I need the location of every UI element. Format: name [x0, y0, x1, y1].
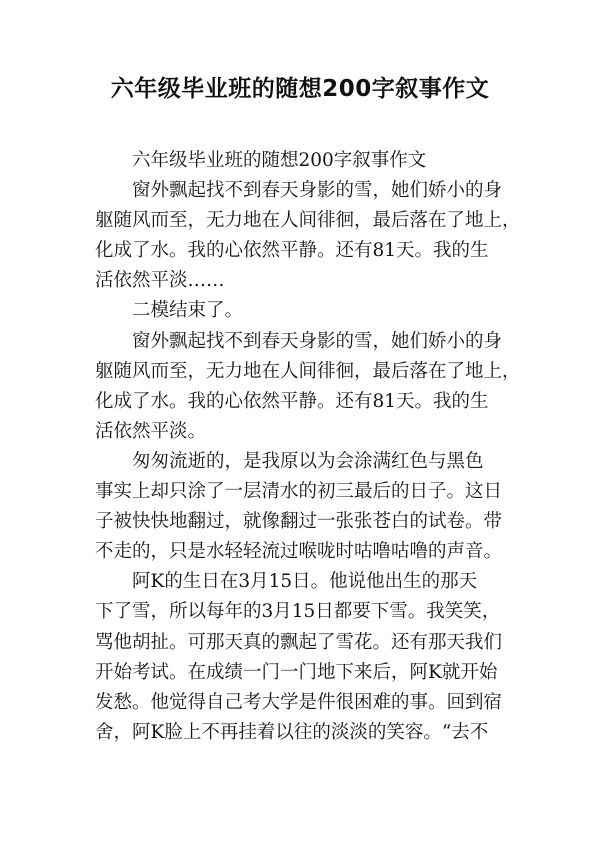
text-line: 舍，阿K脸上不再挂着以往的淡淡的笑容。“去不 — [95, 721, 489, 743]
text-line: 活依然平淡…… — [95, 270, 225, 292]
text-line: 化成了水。我的心依然平静。还有81天。我的生 — [95, 390, 489, 412]
text-line: 窗外飘起找不到春天身影的雪，她们娇小的身 — [95, 330, 503, 352]
text-line: 化成了水。我的心依然平静。还有81天。我的生 — [95, 240, 489, 262]
text-line: 二模结束了。 — [95, 300, 244, 322]
text-line: 活依然平淡。 — [95, 420, 207, 442]
document-body — [95, 146, 521, 748]
text-line: 子被快快地翻过，就像翻过一张张苍白的试卷。带 — [95, 511, 503, 533]
text-line: 下了雪，所以每年的3月15日都要下雪。我笑笑， — [95, 601, 501, 623]
text-line: 躯随风而至，无力地在人间徘徊，最后落在了地上， — [95, 210, 521, 232]
text-line: 六年级毕业班的随想200字叙事作文 — [95, 150, 427, 171]
text-line: 匆匆流逝的，是我原以为会涂满红色与黑色 — [95, 450, 484, 472]
text-line: 阿K的生日在3月15日。他说他出生的那天 — [95, 571, 478, 593]
text-line: 窗外飘起找不到春天身影的雪，她们娇小的身 — [95, 180, 503, 202]
text-line: 骂他胡扯。可那天真的飘起了雪花。还有那天我们 — [95, 631, 503, 653]
document-title: 六年级毕业班的随想200字叙事作文 — [110, 76, 490, 102]
text-line: 不走的，只是水轻轻流过喉咙时咕噜咕噜的声音。 — [95, 541, 503, 563]
text-line: 躯随风而至，无力地在人间徘徊，最后落在了地上， — [95, 360, 521, 382]
text-line: 开始考试。在成绩一门一门地下来后，阿K就开始 — [95, 661, 498, 683]
text-line: 事实上却只涂了一层清水的初三最后的日子。这日 — [95, 481, 503, 503]
text-line: 发愁。他觉得自己考大学是件很困难的事。回到宿 — [95, 691, 503, 713]
